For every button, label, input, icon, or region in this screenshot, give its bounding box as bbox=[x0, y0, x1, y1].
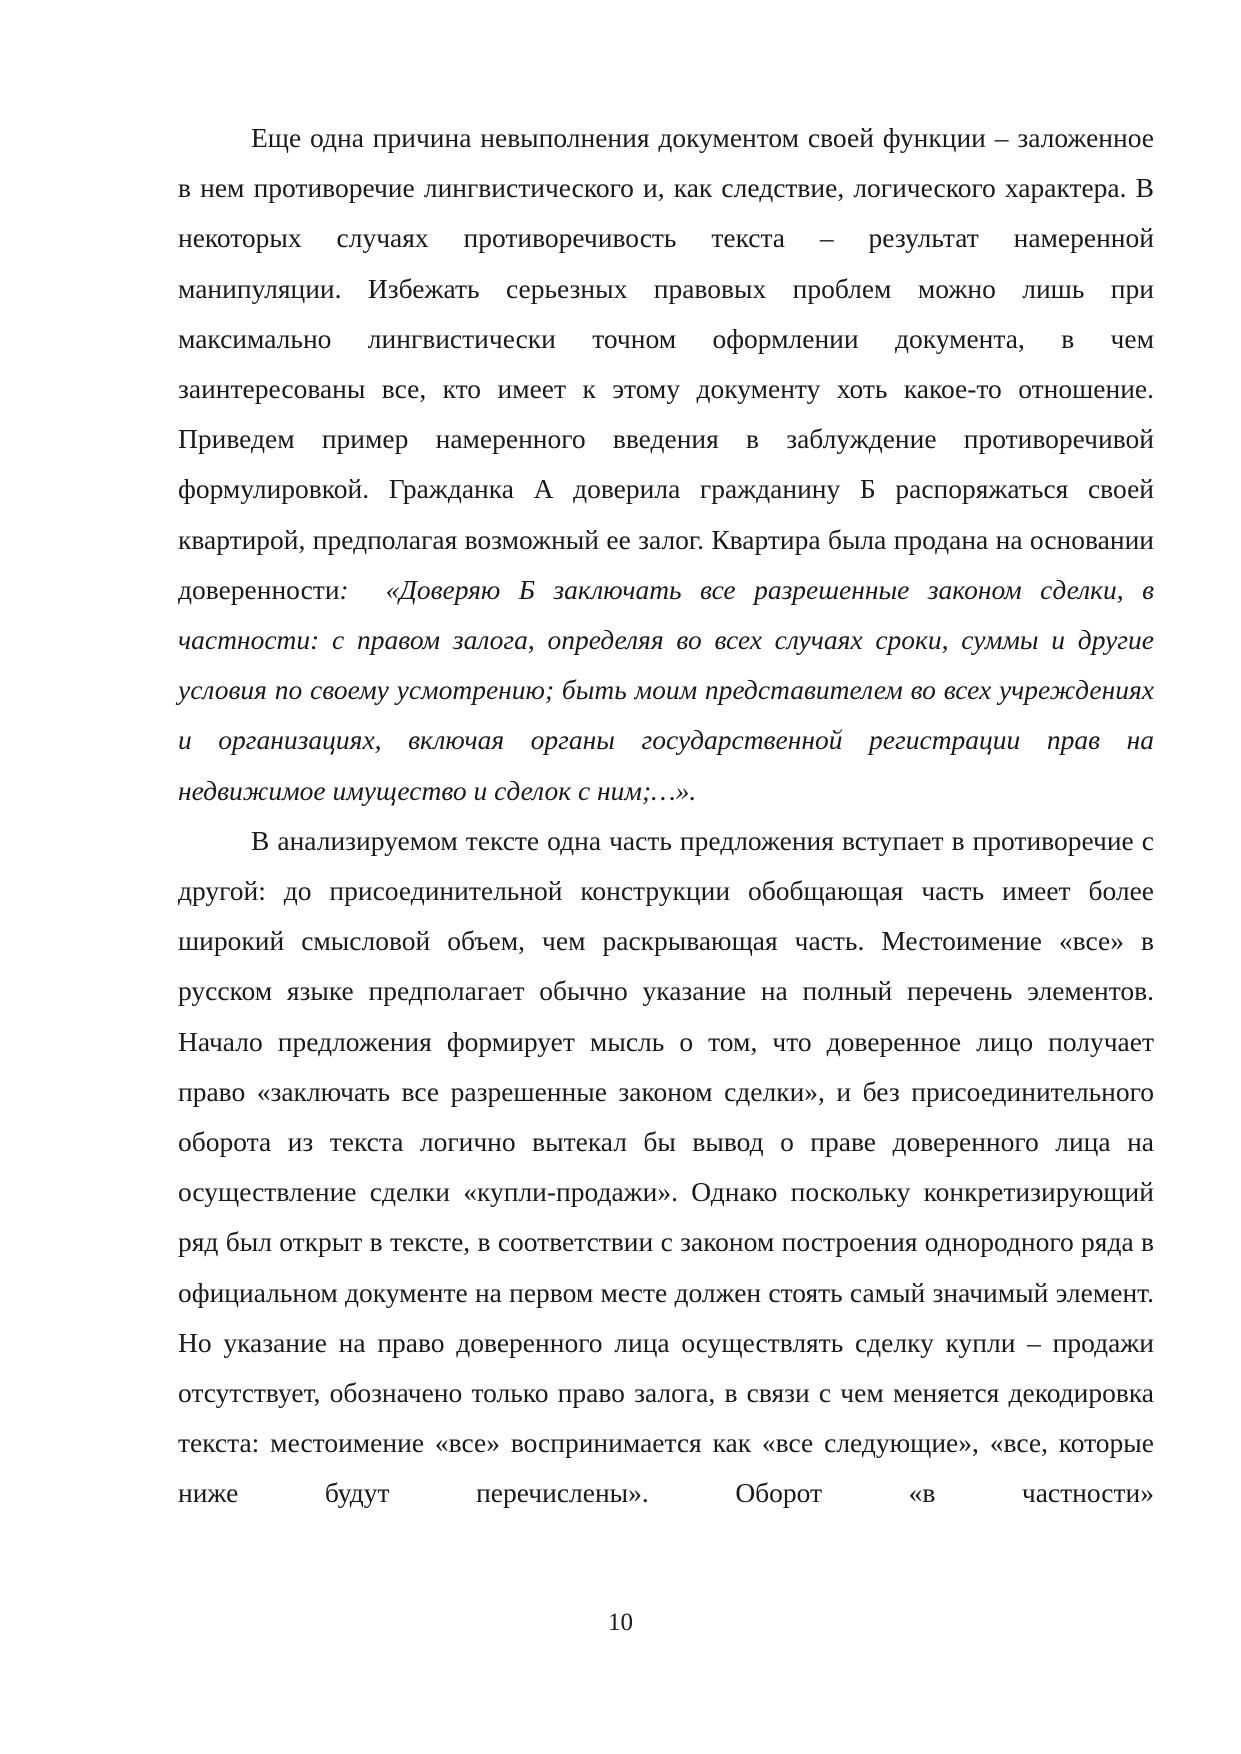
paragraph-1 bbox=[178, 113, 1154, 816]
paragraph-1-colon: : bbox=[339, 573, 349, 605]
body-text bbox=[178, 113, 1154, 1519]
page-number: 10 bbox=[608, 1609, 633, 1636]
quoted-power-of-attorney: «Доверяю Б заключать все разрешенные законом сделки, в частности: с правом залога, определяя во всех случаях сроки, суммы и другие условия по своему усмотрению; быть моим представителем во всех учреждениях и организациях, включая органы государственной регистрации прав на недвижимое имущество и сделок с ним;…». bbox=[178, 573, 1155, 806]
paragraph-2: В анализируемом тексте одна часть предложения вступает в противоречие с другой: до присоединительной конструкции обобщающая часть имеет более широкий смысловой объем, чем раскрывающая часть. Местоимение «все» в русском языке предполагает обычно указание на полный перечень элементов. Начало предложения формирует мысль о том, что доверенное лицо получает право «заключать все разрешенные законом сделки», и без присоединительного оборота из текста логично вытекал бы вывод о праве доверенного лица на осуществление сделки «купли-продажи». Однако поскольку конкретизирующий ряд был открыт в тексте, в соответствии с законом построения однородного ряда в официальном документе на первом месте должен стоять самый значимый элемент. Но указание на право доверенного лица осуществлять сделку купли – продажи отсутствует, обозначено только право залога, в связи с чем меняется декодировка текста: местоимение «все» воспринимается как «все следующие», «все, которые ниже будут перечислены». Оборот «в частности» bbox=[178, 824, 1154, 1509]
paragraph-1-text: Еще одна причина невыполнения документом своей функции – заложенное в нем противоречие лингвистического и, как следствие, логического характера. В некоторых случаях противоречивость текста – результат намеренной манипуляции. Избежать серьезных правовых проблем можно лишь при максимально лингвистически точном оформлении документа, в чем заинтересованы все, кто имеет к этому документу хоть какое-то отношение. Приведем пример намеренного введения в заблуждение противоречивой формулировкой. Гражданка А доверила гражданину Б распоряжаться своей квартирой, предполагая возможный ее залог. Квартира была продана на основании доверенности bbox=[178, 122, 1154, 605]
